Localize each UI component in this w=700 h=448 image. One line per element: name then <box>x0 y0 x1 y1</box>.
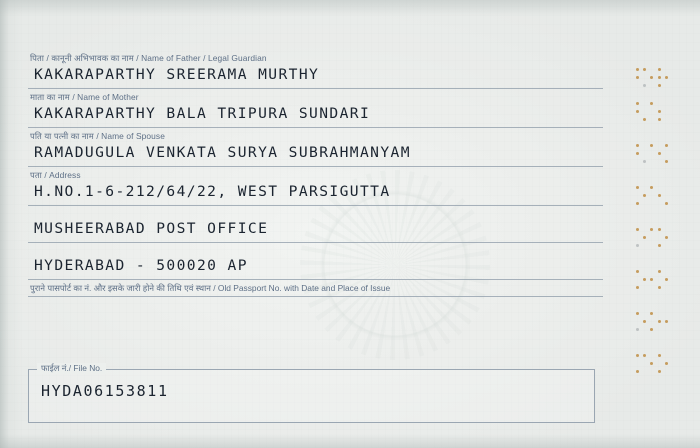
field-divider <box>28 296 603 297</box>
field-divider <box>28 205 603 206</box>
field-spouse <box>28 130 603 167</box>
field-divider <box>28 279 603 280</box>
field-father-label: पिता / कानूनी अभिभावक का नाम / Name of Father / Legal Guardian <box>30 53 267 63</box>
page-edge-shadow-top <box>0 0 700 16</box>
field-divider <box>28 166 603 167</box>
field-mother-label: माता का नाम / Name of Mother <box>30 92 139 102</box>
field-divider <box>28 127 603 128</box>
field-old-passport-label: पुराने पासपोर्ट का नं. और इसके जारी होने की तिथि एवं स्थान / Old Passport No. with Date and Place of Issue <box>30 283 391 293</box>
field-divider <box>28 88 603 89</box>
field-divider <box>28 242 603 243</box>
field-spouse-label: पति या पत्नी का नाम / Name of Spouse <box>30 131 165 141</box>
field-mother <box>28 91 603 128</box>
file-number-box <box>28 363 595 423</box>
field-father-value: KAKARAPARTHY SREERAMA MURTHY <box>34 66 320 83</box>
field-address-value-line1: H.NO.1-6-212/64/22, WEST PARSIGUTTA <box>34 183 391 200</box>
field-old-passport <box>28 282 603 297</box>
fields-container <box>28 52 603 299</box>
perforation-dots <box>632 62 672 392</box>
field-mother-value: KAKARAPARTHY BALA TRIPURA SUNDARI <box>34 105 371 122</box>
file-number-value: HYDA06153811 <box>41 382 169 400</box>
field-address-value-line3: HYDERABAD - 500020 AP <box>34 257 248 274</box>
field-father <box>28 52 603 89</box>
page-edge-shadow-bottom <box>0 434 700 448</box>
field-spouse-value: RAMADUGULA VENKATA SURYA SUBRAHMANYAM <box>34 144 411 161</box>
field-address-value-line2: MUSHEERABAD POST OFFICE <box>34 220 269 237</box>
file-number-label: फाईल नं./ File No. <box>37 363 106 374</box>
field-address <box>28 169 603 280</box>
field-address-label: पता / Address <box>30 170 81 180</box>
page-edge-shadow-left <box>0 0 22 448</box>
